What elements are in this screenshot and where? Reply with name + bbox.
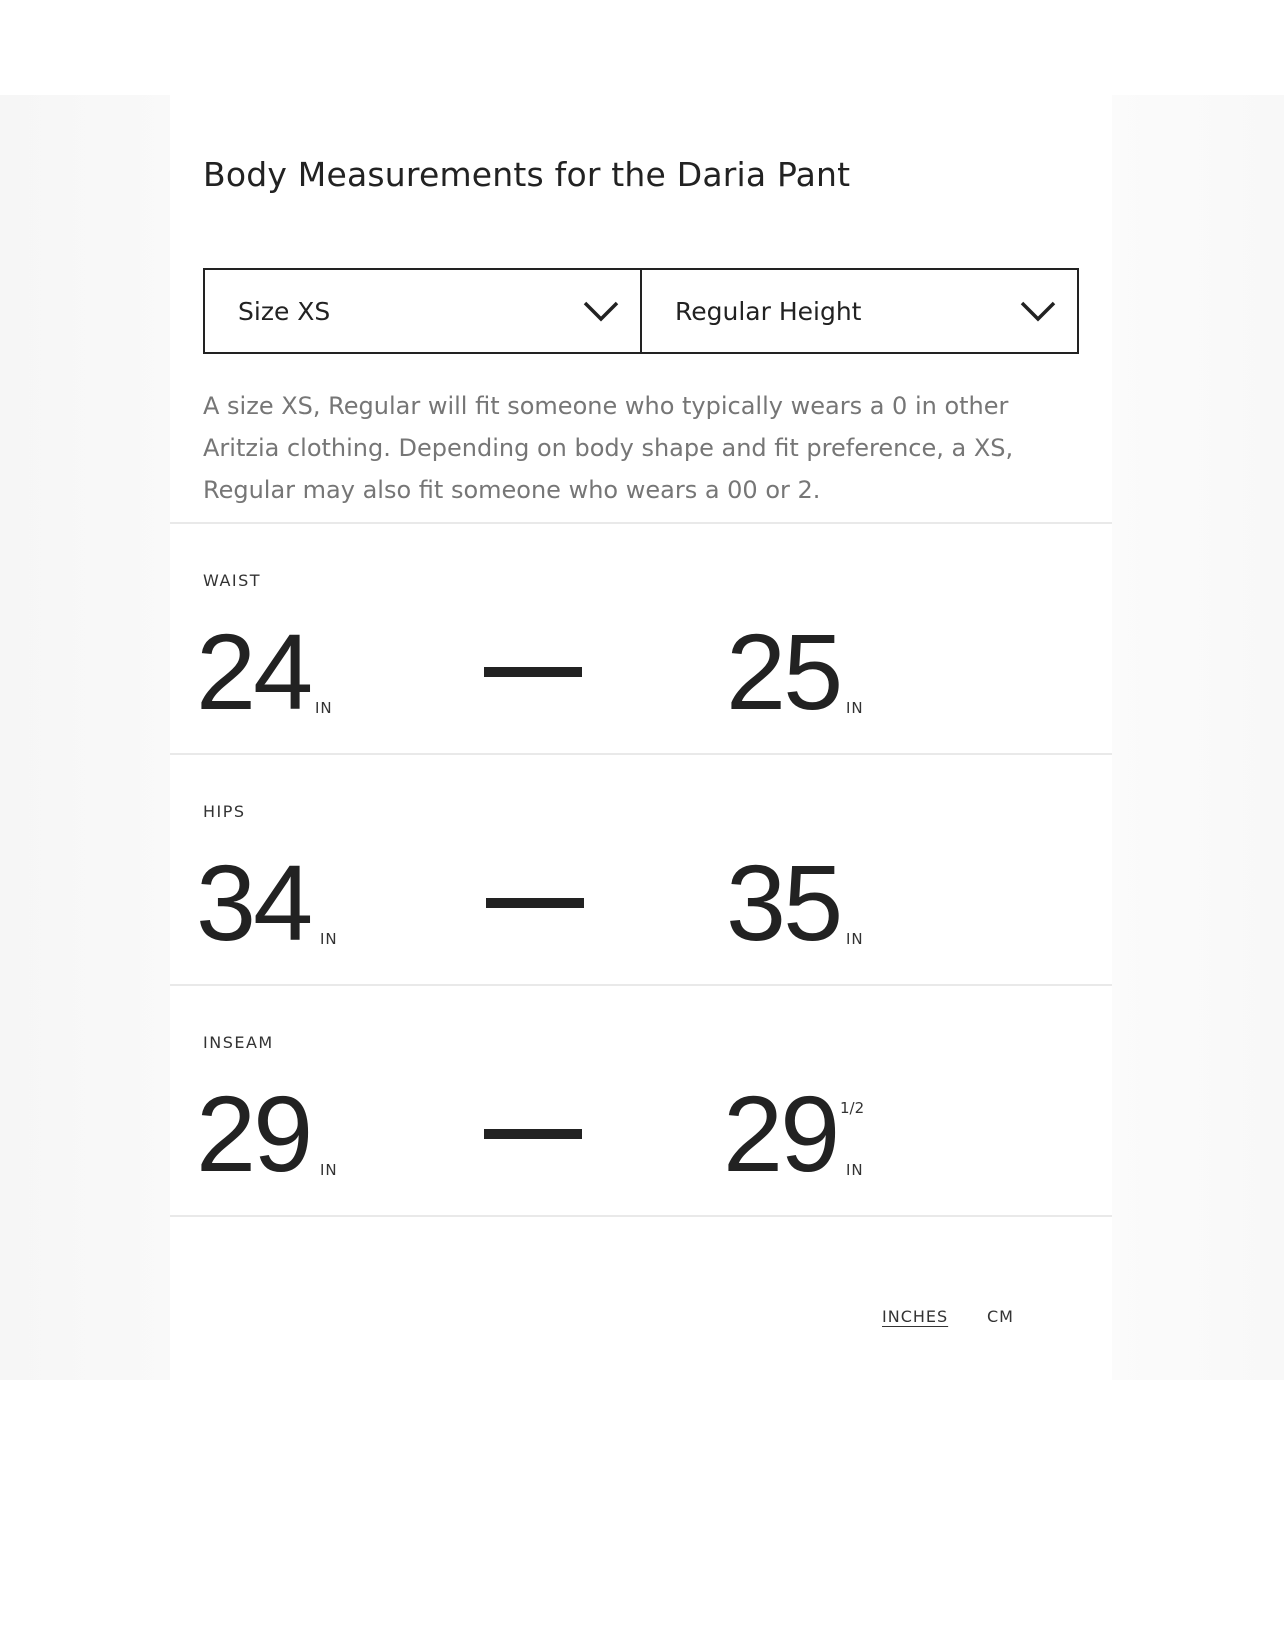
chevron-down-icon [582, 299, 620, 323]
height-select-value: Regular Height [675, 296, 862, 326]
size-guide-panel [170, 95, 1112, 1380]
measurement-label: HIPS [203, 802, 246, 821]
measurement-label: WAIST [203, 571, 262, 590]
measurement-max-value: 25 [726, 611, 841, 732]
range-dash [484, 667, 582, 677]
measurement-max-value: 29 [723, 1073, 838, 1194]
measurement-max-fraction: 1/2 [840, 1099, 865, 1117]
measurement-min-value: 34 [196, 842, 311, 963]
measurement-max-unit: IN [846, 1161, 864, 1179]
measurement-min-value: 24 [196, 611, 311, 732]
range-dash [484, 1129, 582, 1139]
height-select[interactable] [640, 270, 1077, 352]
units-toggle-inches[interactable]: INCHES [882, 1307, 949, 1326]
size-select[interactable] [205, 270, 640, 352]
page-backdrop-right [1112, 95, 1284, 1380]
measurement-min-unit: IN [315, 699, 333, 717]
chevron-down-icon [1019, 299, 1057, 323]
measurement-hips [170, 755, 1112, 995]
size-select-value: Size XS [238, 296, 331, 326]
units-toggle-cm[interactable]: CM [987, 1307, 1014, 1326]
page-backdrop-left [0, 95, 170, 1380]
measurement-max-value: 35 [726, 842, 841, 963]
page-title: Body Measurements for the Daria Pant [203, 155, 851, 194]
measurement-inseam [170, 986, 1112, 1226]
measurement-min-value: 29 [196, 1073, 311, 1194]
measurement-waist [170, 524, 1112, 764]
measurement-max-unit: IN [846, 699, 864, 717]
measurement-max-unit: IN [846, 930, 864, 948]
size-description: A size XS, Regular will fit someone who typically wears a 0 in other Aritzia clothing. Depending on body shape and fit preference, a XS, Regular may also fit someone who wears a 00 or 2. [203, 392, 1014, 504]
range-dash [486, 898, 584, 908]
divider [170, 1215, 1112, 1217]
size-selectors [203, 268, 1079, 354]
measurement-min-unit: IN [320, 930, 338, 948]
measurement-label: INSEAM [203, 1033, 274, 1052]
measurement-min-unit: IN [320, 1161, 338, 1179]
